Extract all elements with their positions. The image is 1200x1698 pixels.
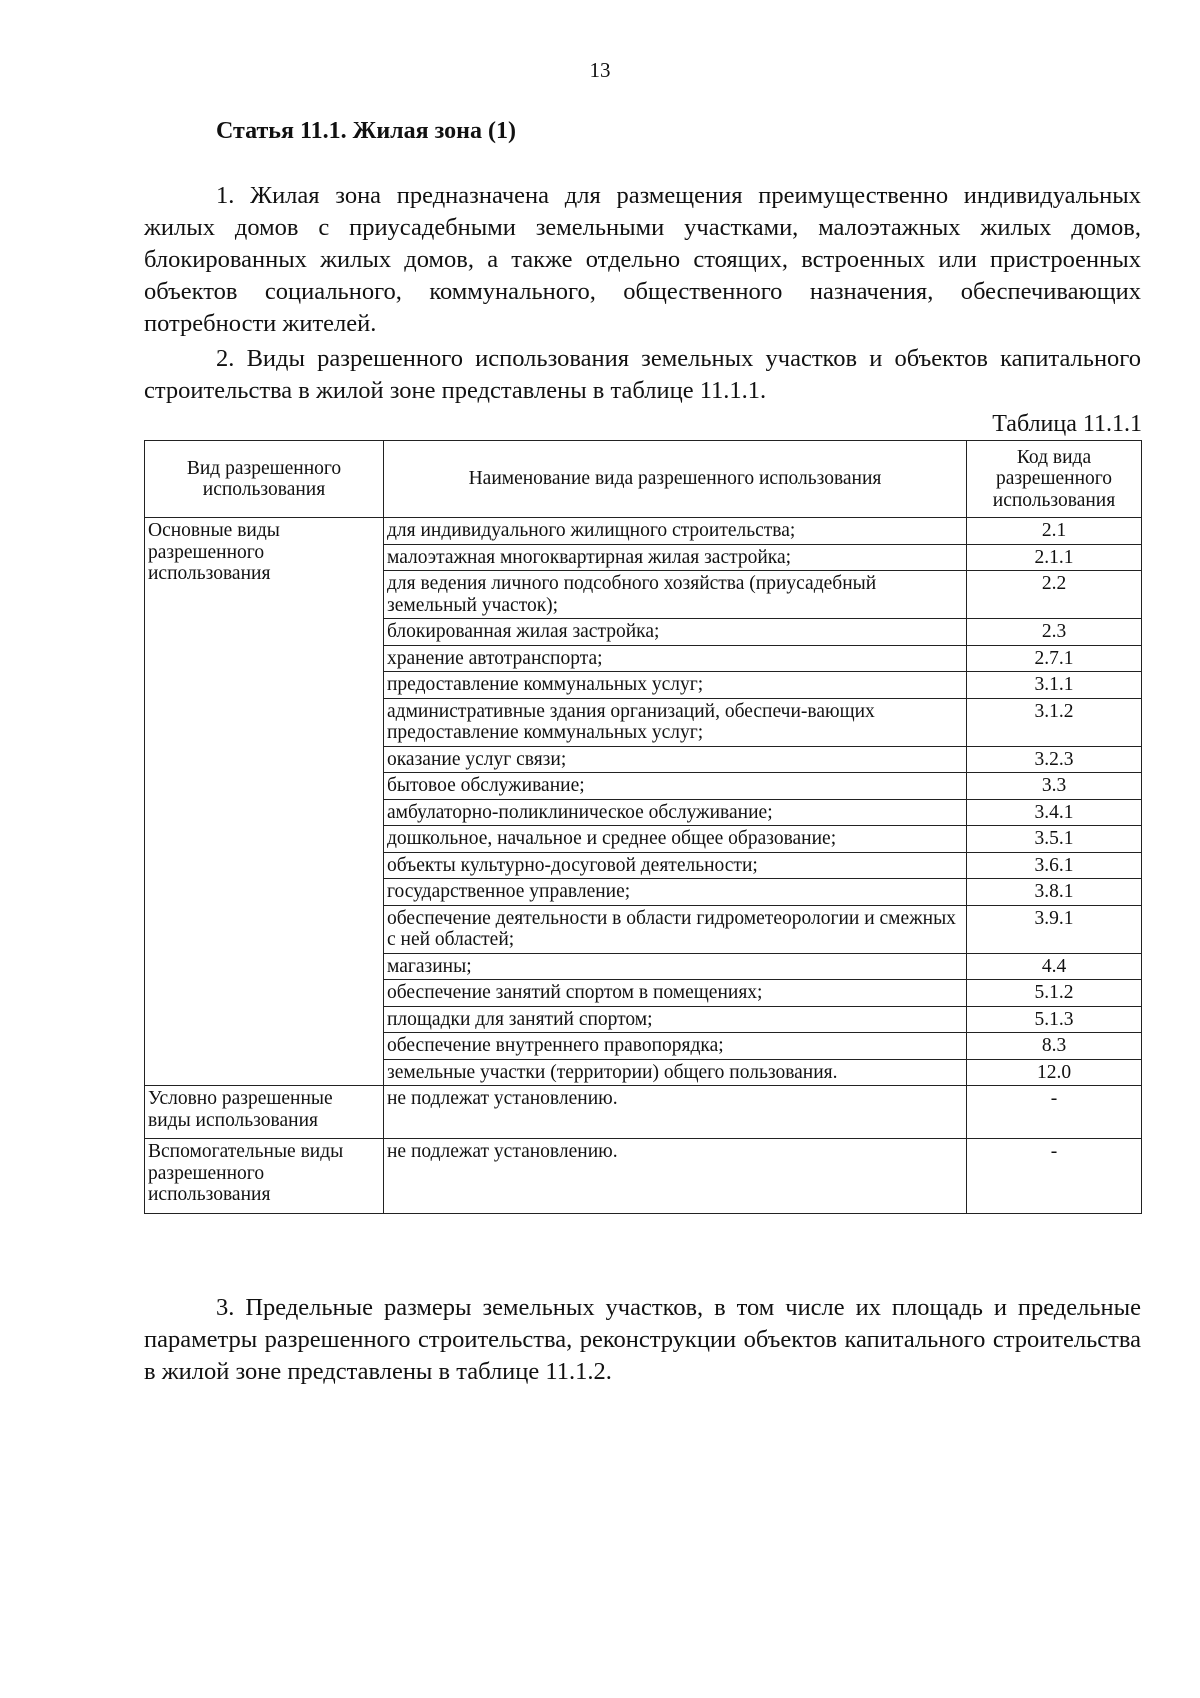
table-caption: Таблица 11.1.1 — [992, 411, 1142, 437]
category-cell: Вспомогательные виды разрешенного использования — [145, 1139, 384, 1214]
use-code-cell: 4.4 — [967, 953, 1142, 980]
use-name-cell: обеспечение внутреннего правопорядка; — [384, 1033, 967, 1060]
use-name-cell: хранение автотранспорта; — [384, 645, 967, 672]
use-code-cell: 3.9.1 — [967, 905, 1142, 953]
use-code-cell: 3.3 — [967, 773, 1142, 800]
use-name-cell: обеспечение занятий спортом в помещениях; — [384, 980, 967, 1007]
use-code-cell: 2.2 — [967, 571, 1142, 619]
use-name-cell: амбулаторно-поликлиническое обслуживание; — [384, 799, 967, 826]
use-code-cell: 3.1.2 — [967, 698, 1142, 746]
use-code-cell: 3.8.1 — [967, 879, 1142, 906]
use-code-cell: 5.1.3 — [967, 1006, 1142, 1033]
use-name-cell: предоставление коммунальных услуг; — [384, 672, 967, 699]
use-code-cell: 8.3 — [967, 1033, 1142, 1060]
paragraph-2 — [144, 343, 1141, 407]
use-code-cell: 2.1.1 — [967, 544, 1142, 571]
use-name-cell: для индивидуального жилищного строительства; — [384, 518, 967, 545]
paragraph-3 — [144, 1292, 1141, 1388]
use-name-cell: малоэтажная многоквартирная жилая застройка; — [384, 544, 967, 571]
page-number: 13 — [589, 58, 611, 82]
use-code-cell: 3.5.1 — [967, 826, 1142, 853]
header-category: Вид разрешенного использования — [145, 441, 384, 518]
use-code-cell: 2.7.1 — [967, 645, 1142, 672]
table-header-row — [145, 441, 1142, 518]
use-name-cell: объекты культурно-досуговой деятельности; — [384, 852, 967, 879]
use-code-cell: - — [967, 1086, 1142, 1139]
main-uses-body — [145, 518, 1142, 1086]
paragraph-1-text: 1. Жилая зона предназначена для размещения преимущественно индивидуальных жилых домов с приусадебными земельными участками, малоэтажных жилых домов, блокированных жилых домов, а также отдельно стоящих, встроенных или пристроенных объектов социального, коммунального, общественного назначения, обеспечивающих потребности жителей. — [144, 182, 1141, 337]
permitted-uses-table — [144, 440, 1142, 1214]
use-code-cell: 12.0 — [967, 1059, 1142, 1086]
use-name-cell: бытовое обслуживание; — [384, 773, 967, 800]
use-name-cell: не подлежат установлению. — [384, 1086, 967, 1139]
category-cell: Условно разрешенные виды использования — [145, 1086, 384, 1139]
use-name-cell: для ведения личного подсобного хозяйства (приусадебный земельный участок); — [384, 571, 967, 619]
use-name-cell: площадки для занятий спортом; — [384, 1006, 967, 1033]
use-code-cell: 2.3 — [967, 619, 1142, 646]
paragraph-3-text: 3. Предельные размеры земельных участков, в том числе их площадь и предельные параметры разрешенного строительства, реконструкции объектов капитального строительства в жилой зоне представлены в таблице 11.1.2. — [144, 1294, 1141, 1385]
use-name-cell: не подлежат установлению. — [384, 1139, 967, 1214]
use-code-cell: 2.1 — [967, 518, 1142, 545]
table-row — [145, 518, 1142, 545]
use-name-cell: магазины; — [384, 953, 967, 980]
paragraph-1 — [144, 180, 1141, 340]
use-name-cell: земельные участки (территории) общего пользования. — [384, 1059, 967, 1086]
header-use-name: Наименование вида разрешенного использования — [384, 441, 967, 518]
use-name-cell: оказание услуг связи; — [384, 746, 967, 773]
use-code-cell: 5.1.2 — [967, 980, 1142, 1007]
use-name-cell: обеспечение деятельности в области гидрометеорологии и смежных с ней областей; — [384, 905, 967, 953]
use-name-cell: государственное управление; — [384, 879, 967, 906]
use-code-cell: 3.2.3 — [967, 746, 1142, 773]
table-row — [145, 1086, 1142, 1139]
use-code-cell: - — [967, 1139, 1142, 1214]
use-code-cell: 3.6.1 — [967, 852, 1142, 879]
conditional-uses-body — [145, 1086, 1142, 1214]
use-name-cell: блокированная жилая застройка; — [384, 619, 967, 646]
use-code-cell: 3.4.1 — [967, 799, 1142, 826]
table-row — [145, 1139, 1142, 1214]
header-use-code: Код вида разрешенного использования — [967, 441, 1142, 518]
category-cell: Основные виды разрешенного использования — [145, 518, 384, 1086]
use-name-cell: дошкольное, начальное и среднее общее образование; — [384, 826, 967, 853]
paragraph-2-text: 2. Виды разрешенного использования земельных участков и объектов капитального строительства в жилой зоне представлены в таблице 11.1.1. — [144, 345, 1141, 404]
article-heading: Статья 11.1. Жилая зона (1) — [216, 118, 516, 144]
use-name-cell: административные здания организаций, обеспечи-вающих предоставление коммунальных услуг; — [384, 698, 967, 746]
use-code-cell: 3.1.1 — [967, 672, 1142, 699]
